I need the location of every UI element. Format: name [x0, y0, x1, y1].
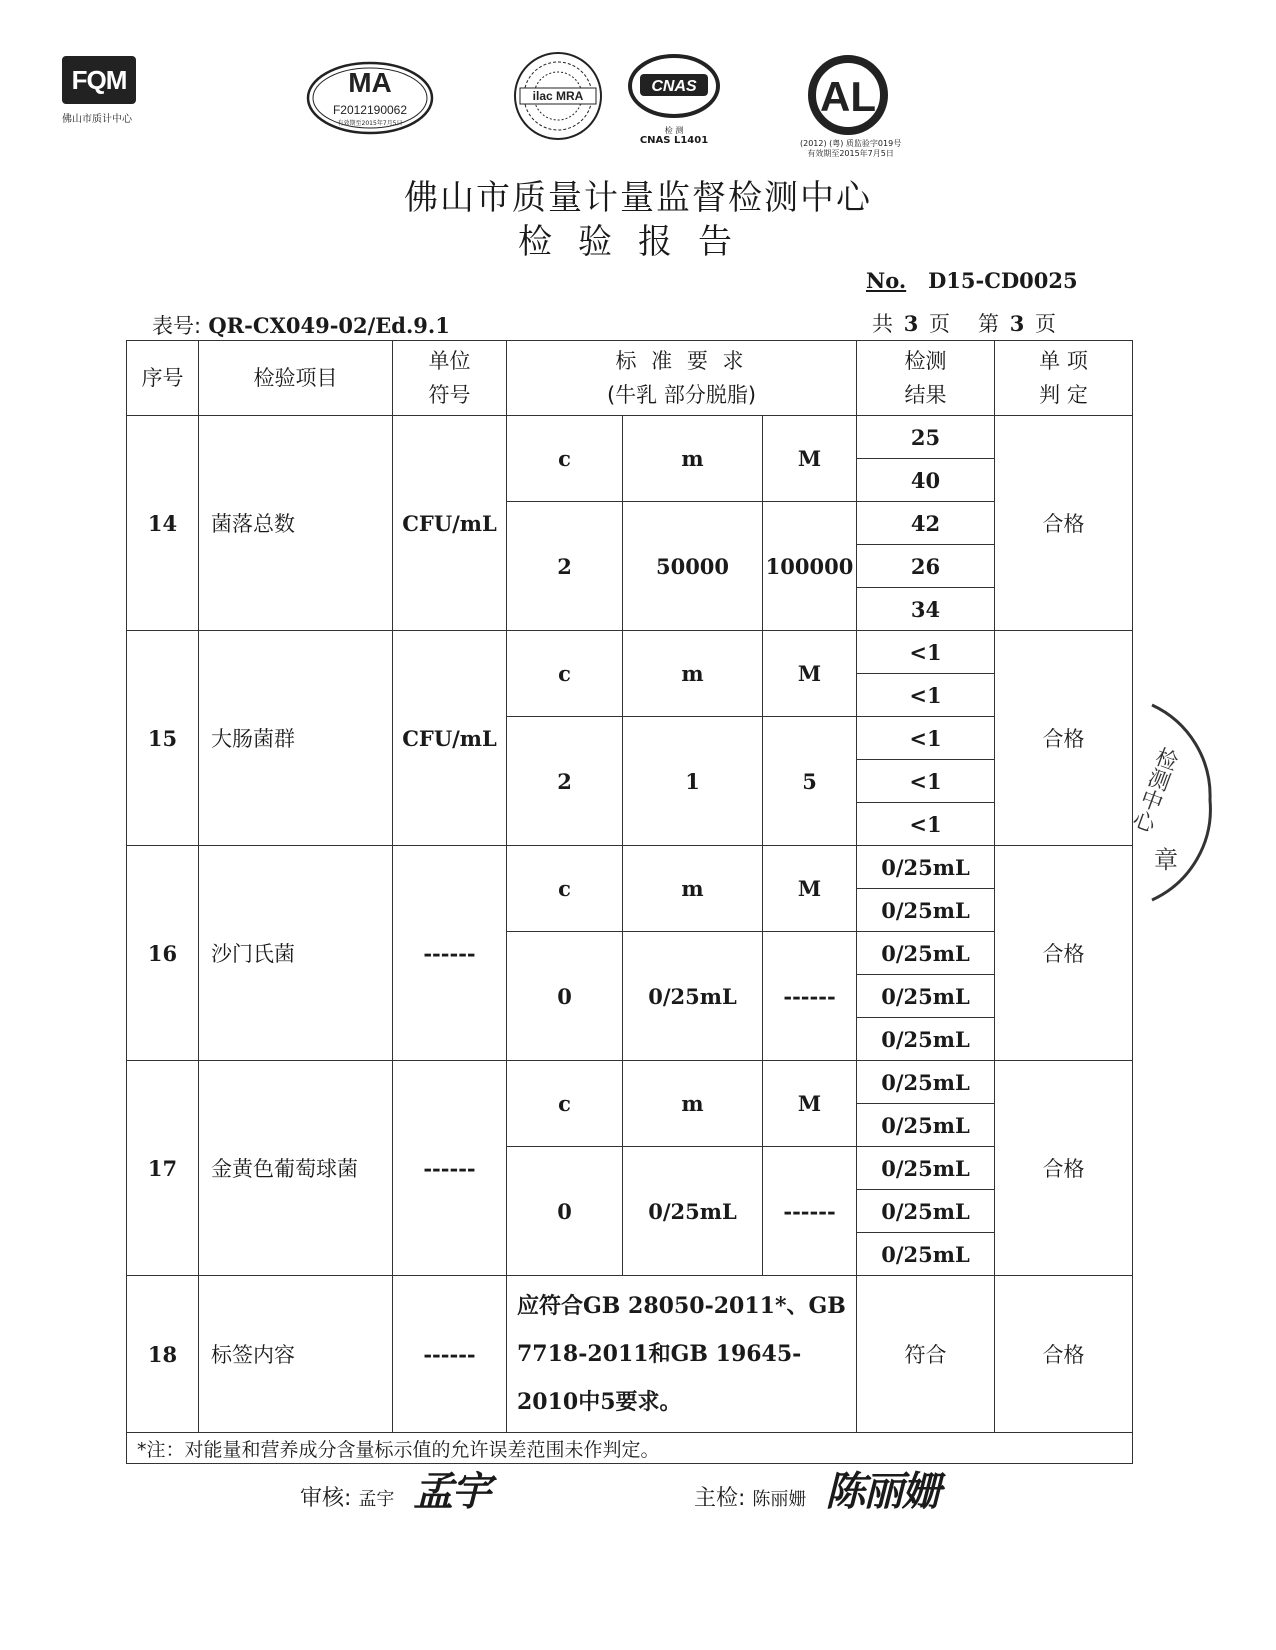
header-standard-line2: (牛乳 部分脱脂) — [606, 383, 757, 407]
table-note: *注：对能量和营养成分含量标示值的允许误差范围未作判定。 — [127, 1433, 1133, 1464]
cal-caption-1: (2012) (粤) 质监验字019号 — [800, 139, 902, 148]
cell-unit: CFU/mL — [393, 416, 507, 631]
cal-emblem-icon — [800, 55, 896, 135]
inspector-label: 主检: — [694, 1486, 746, 1511]
page-current: 3 — [1009, 311, 1027, 336]
cell-M-label: M — [763, 846, 857, 932]
header-item: 检验项目 — [199, 341, 393, 416]
header-unit-line2: 符号 — [428, 383, 471, 407]
header-standard — [507, 341, 857, 416]
cell-M-label: M — [763, 416, 857, 502]
header-result — [857, 341, 995, 416]
cell-judgment: 合格 — [995, 846, 1133, 1061]
form-number-label: 表号: — [152, 314, 202, 338]
ilac-globe-icon — [512, 50, 604, 142]
inspector-name: 陈丽姗 — [752, 1489, 807, 1510]
cell-m-label: m — [623, 416, 763, 502]
header-result-line2: 结果 — [904, 383, 947, 407]
cell-c-value: 2 — [507, 717, 623, 846]
reviewer-name: 孟宇 — [358, 1489, 395, 1510]
cell-seq: 15 — [127, 631, 199, 846]
cell-m-label: m — [623, 631, 763, 717]
cma-logo — [305, 60, 435, 140]
cell-m-value: 50000 — [623, 502, 763, 631]
header-judgment-line2: 判 定 — [1039, 383, 1088, 407]
cell-result: 0/25mL — [857, 1147, 995, 1190]
cell-m-label: m — [623, 1061, 763, 1147]
cell-c-value: 0 — [507, 932, 623, 1061]
cell-M-value: ------ — [763, 1147, 857, 1276]
cell-item: 大肠菌群 — [199, 631, 393, 846]
cell-result: 0/25mL — [857, 1018, 995, 1061]
cell-result: 0/25mL — [857, 975, 995, 1018]
cell-result: 0/25mL — [857, 1233, 995, 1276]
cnas-caption-1: 检 测 — [664, 126, 684, 135]
reviewer-label: 审核: — [300, 1486, 352, 1511]
stamp-icon — [1127, 700, 1260, 910]
cell-result: 0/25mL — [857, 1104, 995, 1147]
cell-c-label: c — [507, 631, 623, 717]
org-name: 佛山市质量计量监督检测中心 — [404, 178, 872, 218]
form-number — [152, 310, 450, 340]
cal-caption-2: 有效期至2015年7月5日 — [807, 149, 894, 158]
stamp-char: 章 — [1154, 846, 1178, 874]
cell-result: <1 — [857, 760, 995, 803]
cell-item: 金黄色葡萄球菌 — [199, 1061, 393, 1276]
page-total: 3 — [903, 311, 921, 336]
report-number-value: D15-CD0025 — [928, 268, 1078, 293]
cell-c-label: c — [507, 416, 623, 502]
cell-c-value: 0 — [507, 1147, 623, 1276]
inspection-table — [126, 340, 1133, 1464]
cell-M-value: 100000 — [763, 502, 857, 631]
cell-standard: 应符合GB 28050-2011*、GB 7718-2011和GB 19645-2010中5要求。 — [507, 1276, 857, 1433]
cell-unit: ------ — [393, 846, 507, 1061]
table-row — [127, 846, 1133, 889]
cell-result: 0/25mL — [857, 932, 995, 975]
inspector-handwritten: 陈丽姗 — [825, 1468, 940, 1515]
page-current-label: 第 — [978, 312, 1002, 336]
cell-item: 沙门氏菌 — [199, 846, 393, 1061]
table-row — [127, 416, 1133, 459]
cell-item: 标签内容 — [199, 1276, 393, 1433]
cell-judgment: 合格 — [995, 416, 1133, 631]
cell-result: 42 — [857, 502, 995, 545]
cell-m-value: 0/25mL — [623, 932, 763, 1061]
cell-M-value: 5 — [763, 717, 857, 846]
report-number-label: No. — [866, 268, 907, 293]
cma-validity: 有效期至2015年7月5日 — [337, 120, 403, 127]
cma-emblem-icon — [305, 60, 435, 136]
cnas-text: CNAS — [651, 78, 697, 95]
table-row — [127, 1061, 1133, 1104]
report-title: 检验报告 — [518, 222, 758, 262]
cell-result: 40 — [857, 459, 995, 502]
cell-judgment: 合格 — [995, 631, 1133, 846]
cell-result: 25 — [857, 416, 995, 459]
cma-number: F2012190062 — [332, 103, 408, 117]
note-row — [127, 1433, 1133, 1464]
header-result-line1: 检测 — [904, 349, 947, 373]
header-unit-line1: 单位 — [428, 349, 471, 373]
cma-text: MA — [348, 67, 392, 98]
cell-judgment: 合格 — [995, 1061, 1133, 1276]
cell-unit: CFU/mL — [393, 631, 507, 846]
cell-unit: ------ — [393, 1276, 507, 1433]
cnas-caption-2: CNAS L1401 — [639, 135, 709, 146]
ilac-text: ilac MRA — [532, 89, 584, 103]
header-standard-line1: 标 准 要 求 — [615, 349, 748, 373]
cell-result: 0/25mL — [857, 889, 995, 932]
page-unit: 页 — [929, 312, 952, 336]
reviewer-handwritten: 孟宇 — [413, 1468, 490, 1515]
cell-result: 34 — [857, 588, 995, 631]
cell-result: 0/25mL — [857, 1190, 995, 1233]
cell-unit: ------ — [393, 1061, 507, 1276]
cell-seq: 18 — [127, 1276, 199, 1433]
cell-judgment: 合格 — [995, 1276, 1133, 1433]
cell-c-label: c — [507, 846, 623, 932]
cell-m-label: m — [623, 846, 763, 932]
cell-item: 菌落总数 — [199, 416, 393, 631]
cell-result: <1 — [857, 674, 995, 717]
cell-result: 符合 — [857, 1276, 995, 1433]
table-header-row — [127, 341, 1133, 416]
cal-logo — [800, 55, 901, 159]
page-info — [872, 308, 1058, 338]
report-number — [866, 268, 1078, 293]
cnas-logo — [626, 52, 722, 146]
cell-m-value: 0/25mL — [623, 1147, 763, 1276]
cell-result: <1 — [857, 717, 995, 760]
cell-seq: 16 — [127, 846, 199, 1061]
cell-c-value: 2 — [507, 502, 623, 631]
cell-result: <1 — [857, 803, 995, 846]
header-judgment — [995, 341, 1133, 416]
form-number-value: QR-CX049-02/Ed.9.1 — [208, 313, 450, 338]
cell-result: 0/25mL — [857, 846, 995, 889]
cell-result: <1 — [857, 631, 995, 674]
fqm-caption: 佛山市质计中心 — [62, 114, 132, 125]
cell-M-value: ------ — [763, 932, 857, 1061]
header-judgment-line1: 单 项 — [1039, 349, 1088, 373]
cell-M-label: M — [763, 1061, 857, 1147]
cell-seq: 17 — [127, 1061, 199, 1276]
inspector-signature — [694, 1460, 939, 1517]
page-total-label: 共 — [872, 312, 895, 336]
header-seq: 序号 — [127, 341, 199, 416]
cell-M-label: M — [763, 631, 857, 717]
ilac-mra-logo — [512, 50, 604, 146]
official-stamp — [1127, 700, 1260, 914]
reviewer-signature — [300, 1460, 489, 1517]
fqm-logo-mark: FQM — [62, 56, 136, 104]
header-unit — [393, 341, 507, 416]
stamp-text: 检测中心 — [1127, 743, 1181, 835]
cell-result: 26 — [857, 545, 995, 588]
cnas-emblem-icon — [626, 52, 722, 122]
cell-result: 0/25mL — [857, 1061, 995, 1104]
cal-text: AL — [820, 73, 876, 120]
cell-m-value: 1 — [623, 717, 763, 846]
table-row — [127, 1276, 1133, 1433]
cell-c-label: c — [507, 1061, 623, 1147]
table-row — [127, 631, 1133, 674]
page-unit: 页 — [1035, 312, 1059, 336]
fqm-logo — [62, 56, 162, 125]
cell-seq: 14 — [127, 416, 199, 631]
